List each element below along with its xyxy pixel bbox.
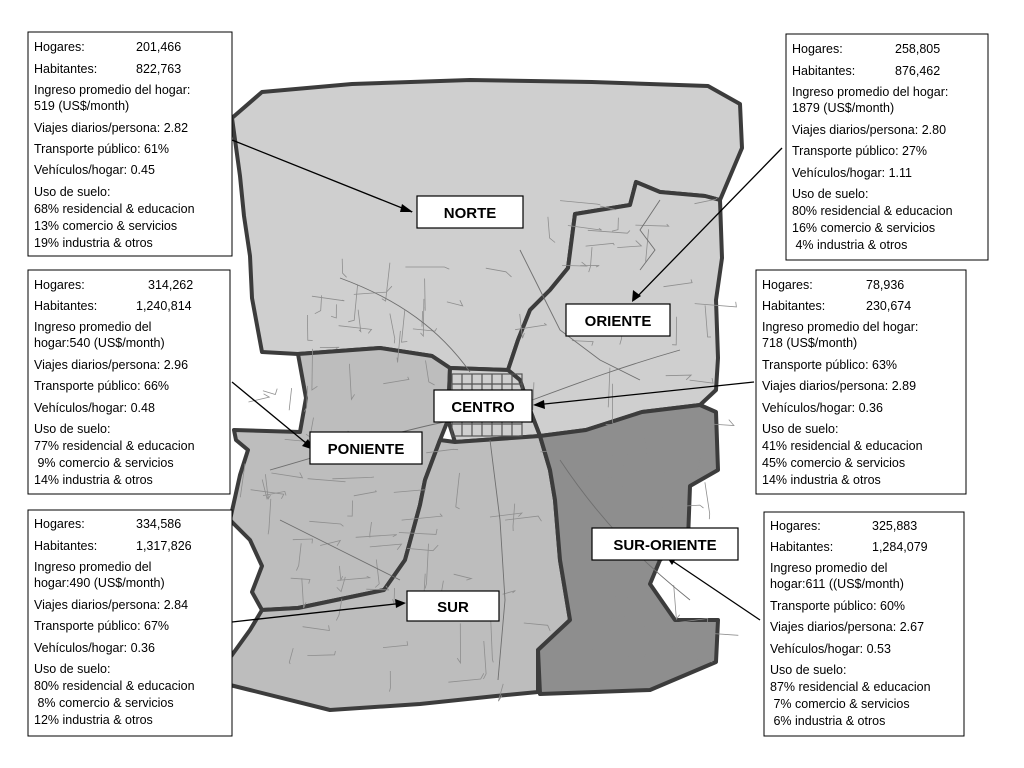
info-box-sur-oriente xyxy=(764,512,964,736)
hogares-value: 334,586 xyxy=(136,517,182,531)
habitantes-label: Habitantes: xyxy=(770,540,834,554)
zone-label-sur xyxy=(407,591,499,621)
zone-label-norte-text: NORTE xyxy=(443,205,497,222)
ingreso-line-1: Ingreso promedio del hogar: xyxy=(792,85,949,99)
street-segment xyxy=(674,585,680,619)
vehiculos-line: Vehículos/hogar: 0.45 xyxy=(34,163,155,177)
uso-line-1: 41% residencial & educacion xyxy=(762,439,923,453)
viajes-line: Viajes diarios/persona: 2.67 xyxy=(770,620,925,634)
hogares-label: Hogares: xyxy=(762,278,813,292)
zone-label-poniente xyxy=(310,432,422,464)
uso-line-2: 7% comercio & servicios xyxy=(770,697,910,711)
transporte-line: Transporte público: 66% xyxy=(34,379,170,393)
zone-label-poniente-text: PONIENTE xyxy=(327,441,405,458)
uso-line-3: 4% industria & otros xyxy=(792,238,908,252)
hogares-label: Hogares: xyxy=(34,278,85,292)
vehiculos-line: Vehículos/hogar: 1.11 xyxy=(792,166,912,180)
uso-title: Uso de suelo: xyxy=(34,185,111,199)
uso-line-2: 8% comercio & servicios xyxy=(34,696,174,710)
vehiculos-line: Vehículos/hogar: 0.36 xyxy=(34,641,155,655)
ingreso-line-1: Ingreso promedio del xyxy=(770,561,888,575)
uso-line-1: 80% residencial & educacion xyxy=(34,679,195,693)
hogares-label: Hogares: xyxy=(770,519,821,533)
uso-line-1: 77% residencial & educacion xyxy=(34,439,195,453)
viajes-line: Viajes diarios/persona: 2.89 xyxy=(762,379,917,393)
uso-line-3: 19% industria & otros xyxy=(34,236,153,250)
uso-line-3: 14% industria & otros xyxy=(762,473,881,487)
info-box-oriente xyxy=(786,34,988,260)
ingreso-line-2: 1879 (US$/month) xyxy=(792,101,895,115)
street-segment xyxy=(705,482,710,519)
habitantes-value: 1,284,079 xyxy=(872,540,928,554)
zone-label-oriente-text: ORIENTE xyxy=(584,313,652,330)
ingreso-line-1: Ingreso promedio del xyxy=(34,320,152,334)
ingreso-line-1: Ingreso promedio del xyxy=(34,560,152,574)
habitantes-label: Habitantes: xyxy=(34,299,98,313)
transporte-line: Transporte público: 27% xyxy=(792,144,928,158)
habitantes-value: 876,462 xyxy=(895,64,941,78)
habitantes-value: 1,317,826 xyxy=(136,539,192,553)
leader-line-sur-oriente xyxy=(668,558,760,620)
uso-title: Uso de suelo: xyxy=(770,663,847,677)
transporte-line: Transporte público: 61% xyxy=(34,142,170,156)
viajes-line: Viajes diarios/persona: 2.82 xyxy=(34,121,189,135)
uso-line-2: 13% comercio & servicios xyxy=(34,219,178,233)
transporte-line: Transporte público: 63% xyxy=(762,358,898,372)
ingreso-line-1: Ingreso promedio del hogar: xyxy=(34,83,191,97)
habitantes-label: Habitantes: xyxy=(792,64,856,78)
hogares-value: 78,936 xyxy=(866,278,905,292)
zone-label-centro-text: CENTRO xyxy=(451,399,515,416)
uso-line-2: 9% comercio & servicios xyxy=(34,456,174,470)
hogares-label: Hogares: xyxy=(792,42,843,56)
uso-title: Uso de suelo: xyxy=(792,187,869,201)
habitantes-label: Habitantes: xyxy=(34,539,98,553)
zone-label-sur-oriente-text: SUR-ORIENTE xyxy=(613,537,717,554)
hogares-value: 325,883 xyxy=(872,519,918,533)
transporte-line: Transporte público: 60% xyxy=(770,599,906,613)
habitantes-label: Habitantes: xyxy=(34,62,98,76)
vehiculos-line: Vehículos/hogar: 0.48 xyxy=(34,401,155,415)
ingreso-line-2: 519 (US$/month) xyxy=(34,99,130,113)
info-box-poniente xyxy=(28,270,230,494)
ingreso-line-2: hogar:490 (US$/month) xyxy=(34,576,165,590)
uso-title: Uso de suelo: xyxy=(34,662,111,676)
habitantes-label: Habitantes: xyxy=(762,299,826,313)
habitantes-value: 1,240,814 xyxy=(136,299,192,313)
viajes-line: Viajes diarios/persona: 2.84 xyxy=(34,598,189,612)
uso-line-1: 68% residencial & educacion xyxy=(34,202,195,216)
uso-title: Uso de suelo: xyxy=(34,422,111,436)
uso-line-1: 80% residencial & educacion xyxy=(792,204,953,218)
info-box-norte xyxy=(28,32,232,256)
info-box-sur xyxy=(28,510,232,736)
hogares-label: Hogares: xyxy=(34,40,85,54)
ingreso-line-2: hogar:540 (US$/month) xyxy=(34,336,165,350)
habitantes-value: 822,763 xyxy=(136,62,182,76)
viajes-line: Viajes diarios/persona: 2.80 xyxy=(792,123,947,137)
zone-label-sur-oriente xyxy=(592,528,738,560)
ingreso-line-1: Ingreso promedio del hogar: xyxy=(762,320,919,334)
zone-label-norte xyxy=(417,196,523,228)
street-segment xyxy=(263,389,277,395)
uso-line-3: 12% industria & otros xyxy=(34,713,153,727)
uso-line-2: 16% comercio & servicios xyxy=(792,221,936,235)
uso-line-2: 45% comercio & servicios xyxy=(762,456,906,470)
zone-label-centro xyxy=(434,390,532,422)
hogares-label: Hogares: xyxy=(34,517,85,531)
uso-line-1: 87% residencial & educacion xyxy=(770,680,931,694)
ingreso-line-2: 718 (US$/month) xyxy=(762,336,858,350)
habitantes-value: 230,674 xyxy=(866,299,912,313)
hogares-value: 314,262 xyxy=(148,278,194,292)
viajes-line: Viajes diarios/persona: 2.96 xyxy=(34,358,189,372)
transporte-line: Transporte público: 67% xyxy=(34,619,170,633)
zone-label-sur-text: SUR xyxy=(437,599,469,616)
uso-line-3: 6% industria & otros xyxy=(770,714,886,728)
hogares-value: 201,466 xyxy=(136,40,182,54)
zone-label-oriente xyxy=(566,304,670,336)
vehiculos-line: Vehículos/hogar: 0.53 xyxy=(770,642,891,656)
uso-title: Uso de suelo: xyxy=(762,422,839,436)
street-segment xyxy=(289,388,291,410)
hogares-value: 258,805 xyxy=(895,42,941,56)
ingreso-line-2: hogar:611 ((US$/month) xyxy=(770,577,904,591)
info-box-centro xyxy=(756,270,966,494)
uso-line-3: 14% industria & otros xyxy=(34,473,153,487)
vehiculos-line: Vehículos/hogar: 0.36 xyxy=(762,401,883,415)
